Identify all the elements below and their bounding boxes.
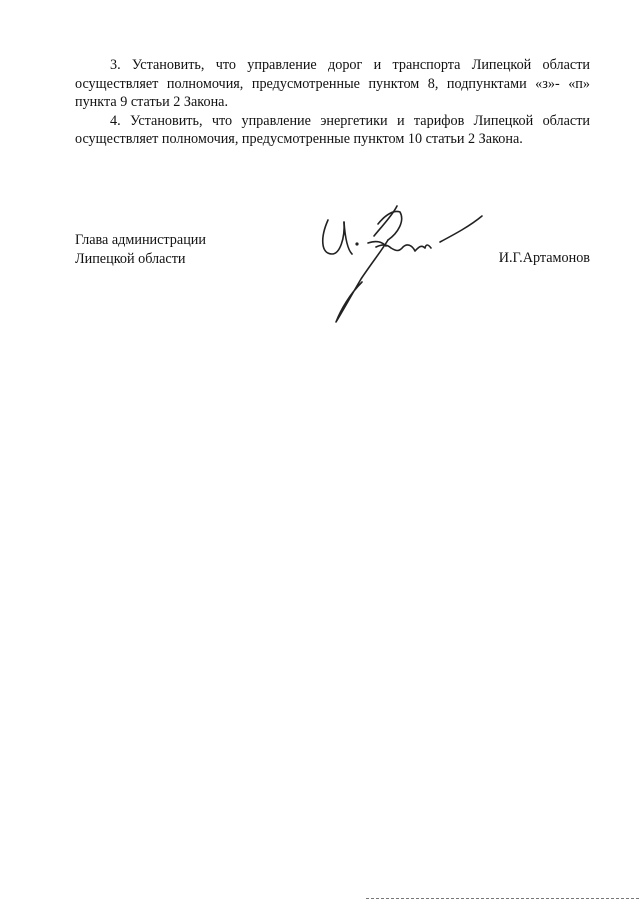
signatory-title-line-1: Глава администрации bbox=[75, 232, 206, 248]
signatory-title-line-2: Липецкой области bbox=[75, 250, 186, 267]
paragraph-4: 4. Установить, что управление энергетики и тарифов Липецкой области осуществляет полномочия, предусмотренные пунктом 10 статьи 2 Закона. bbox=[75, 112, 590, 147]
document-body bbox=[75, 56, 590, 149]
handwritten-signature bbox=[310, 196, 500, 331]
footer-dotted-rule bbox=[366, 898, 640, 899]
signatory-name: И.Г.Артамонов bbox=[498, 250, 590, 266]
paragraph-3: 3. Установить, что управление дорог и транспорта Липецкой области осуществляет полномочия, предусмотренные пунктом 8, подпунктами «з»- «п» пункта 9 статьи 2 Закона. bbox=[75, 57, 590, 110]
signatory-title bbox=[75, 231, 295, 268]
